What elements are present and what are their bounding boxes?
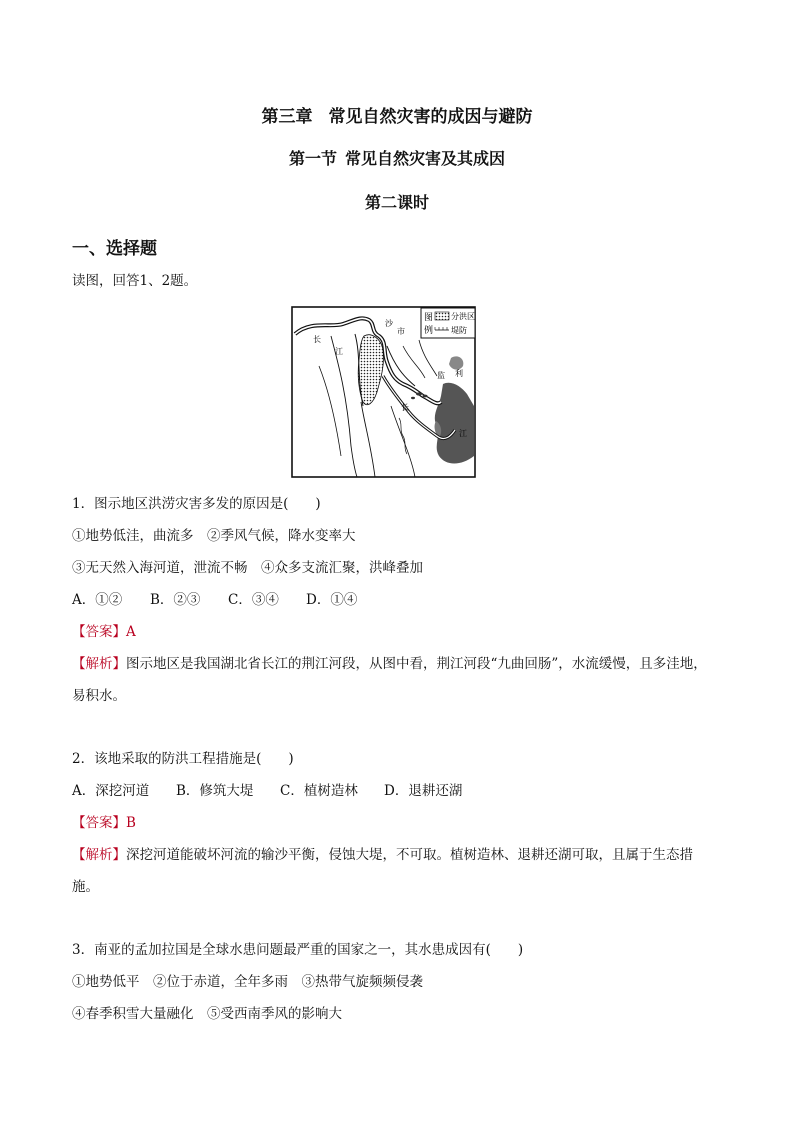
question-1-analysis <box>72 654 707 674</box>
question-1-statement-a: ①地势低洼，曲流多 ②季风气候，降水变率大 <box>72 528 356 544</box>
label-sha: 沙 <box>385 319 393 328</box>
label-chang-1: 长 <box>313 335 321 344</box>
section-name: 常见自然灾害及其成因 <box>345 149 506 168</box>
question-1-stem: 1．图示地区洪涝灾害多发的原因是( ) <box>72 496 321 512</box>
question-3-stem: 3．南亚的孟加拉国是全球水患问题最严重的国家之一，其水患成因有( ) <box>72 942 524 958</box>
q2-option-a[interactable]: A．深挖河道 <box>72 783 150 799</box>
lesson-title: 第二课时 <box>364 193 429 212</box>
river-map-figure <box>291 306 476 478</box>
question-1-statement-b: ③无天然入海河道，泄流不畅 ④众多支流汇聚，洪峰叠加 <box>72 560 423 576</box>
analysis-tag: 【解析】 <box>72 847 126 863</box>
question-1-analysis-cont: 易积水。 <box>72 688 126 704</box>
question-1-options <box>72 590 357 610</box>
question-1-answer <box>72 622 136 642</box>
question-2-analysis <box>72 845 693 865</box>
question-2-answer <box>72 813 136 833</box>
q1-option-b[interactable]: B．②③ <box>150 592 201 608</box>
label-jian: 监 <box>437 371 445 380</box>
label-chang-2: 长 <box>401 403 409 412</box>
analysis-tag: 【解析】 <box>72 656 126 672</box>
q2-option-b[interactable]: B．修筑大堤 <box>176 783 254 799</box>
legend-flood-label: 分洪区 <box>451 312 475 321</box>
chapter-number: 第三章 <box>261 107 313 127</box>
label-jiang-2: 江 <box>459 429 467 438</box>
label-shi: 市 <box>397 327 405 336</box>
answer-value: B <box>126 815 136 831</box>
section-number: 第一节 <box>288 149 337 168</box>
answer-tag: 【答案】 <box>72 815 126 831</box>
label-li: 利 <box>455 369 463 378</box>
q2-option-c[interactable]: C．植树造林 <box>280 783 358 799</box>
chapter-title <box>0 102 794 127</box>
legend-title-2: 例 <box>424 326 434 336</box>
question-2-stem: 2．该地采取的防洪工程措施是( ) <box>72 751 294 767</box>
question-3-statement-a: ①地势低平 ②位于赤道，全年多雨 ③热带气旋频频侵袭 <box>72 974 423 990</box>
legend-flood-swatch <box>435 312 449 320</box>
question-2-options <box>72 781 462 801</box>
analysis-text-1: 深挖河道能破坏河流的输沙平衡，侵蚀大堤，不可取。植树造林、退耕还湖可取，且属于生态措 <box>126 847 693 863</box>
question-3-statement-b: ④春季积雪大量融化 ⑤受西南季风的影响大 <box>72 1006 342 1022</box>
label-jiang-1: 江 <box>335 347 343 356</box>
q1-option-c[interactable]: C．③④ <box>228 592 279 608</box>
answer-value: A <box>126 624 136 640</box>
section-title <box>0 146 794 169</box>
legend-levee-label: 堤防 <box>451 326 467 335</box>
part-title: 一、选择题 <box>72 239 157 259</box>
chapter-name: 常见自然灾害的成因与避防 <box>328 107 533 127</box>
q1-option-a[interactable]: A．①② <box>72 592 123 608</box>
intro-text: 读图，回答1、2题。 <box>72 273 198 289</box>
answer-tag: 【答案】 <box>72 624 126 640</box>
question-2-analysis-cont: 施。 <box>72 879 99 895</box>
analysis-text-1: 图示地区是我国湖北省长江的荆江河段，从图中看，荆江河段“九曲回肠”，水流缓慢，且多洼地， <box>126 656 707 672</box>
legend-title-1: 图 <box>424 313 434 323</box>
q2-option-d[interactable]: D．退耕还湖 <box>384 783 463 799</box>
q1-option-d[interactable]: D．①④ <box>306 592 358 608</box>
